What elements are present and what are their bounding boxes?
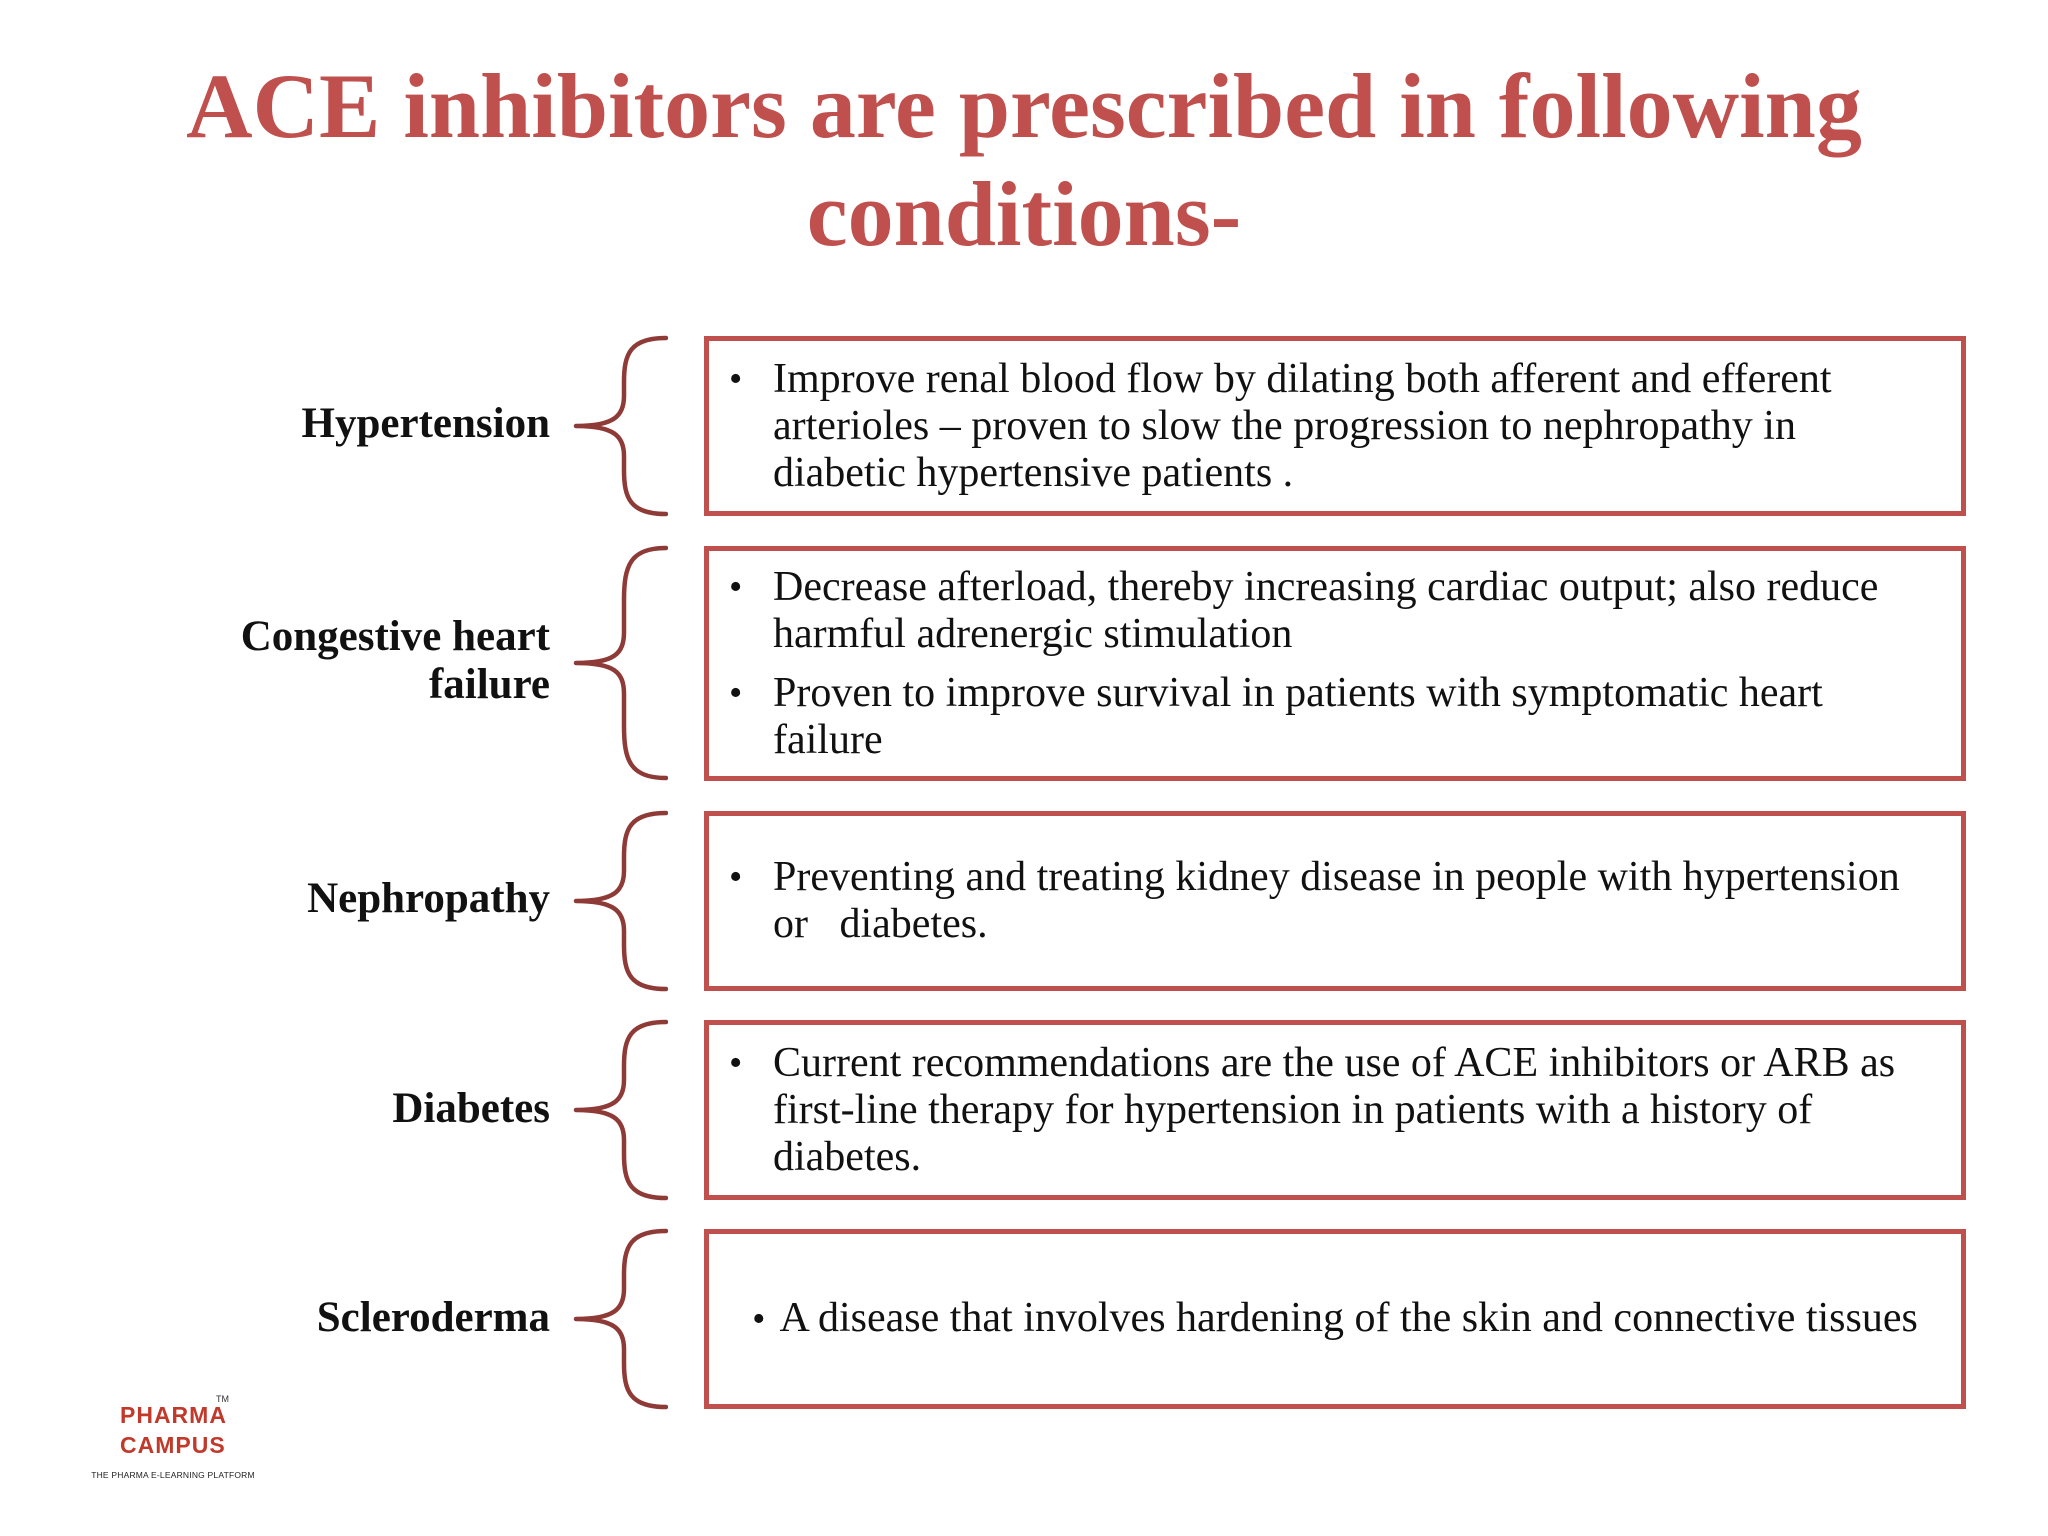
bullet-item (723, 564, 1937, 658)
bullet-text: Improve renal blood flow by dilating both afferent and efferent arterioles – proven to slow the progression to nephropathy in diabetic hypertensive patients . (773, 355, 1832, 496)
bullet-item (723, 1040, 1937, 1181)
bullet-text: A disease that involves hardening of the skin and connective tissues (779, 1295, 1918, 1341)
bullet-icon: • (752, 1298, 766, 1340)
curly-brace-icon (572, 544, 668, 782)
description-box-hypertension (704, 336, 1966, 516)
bullet-text: Decrease afterload, thereby increasing cardiac output; also reduce harmful adrenergic stimulation (773, 563, 1879, 657)
bullet-icon: • (729, 1041, 743, 1084)
condition-label-nephropathy: Nephropathy (307, 875, 550, 922)
bullet-item (723, 854, 1937, 948)
bullet-text: Proven to improve survival in patients with symptomatic heart failure (773, 669, 1823, 763)
description-box-nephropathy (704, 811, 1966, 991)
bullet-icon: • (729, 565, 743, 608)
bullet-item (723, 356, 1937, 497)
description-box-congestive-heart-failure (704, 546, 1966, 781)
curly-brace-icon (572, 1227, 668, 1411)
curly-brace-icon (572, 334, 668, 518)
bullet-list (723, 1040, 1937, 1181)
description-box-diabetes (704, 1020, 1966, 1200)
condition-label-scleroderma: Scleroderma (316, 1294, 550, 1341)
bullet-list (749, 1295, 1921, 1343)
bullet-icon: • (729, 856, 743, 898)
condition-label-diabetes: Diabetes (392, 1085, 550, 1132)
condition-label-congestive-heart-failure: Congestive heart failure (240, 613, 550, 708)
bullet-list (723, 854, 1937, 948)
description-box-scleroderma (704, 1229, 1966, 1409)
bullet-text: Current recommendations are the use of ACE inhibitors or ARB as first-line therapy for hypertension in patients with a history of diabetes. (773, 1039, 1896, 1180)
curly-brace-icon (572, 1018, 668, 1202)
slide-title: ACE inhibitors are prescribed in following conditions- (186, 55, 1862, 265)
bullet-icon: • (729, 357, 743, 400)
bullet-icon: • (729, 671, 743, 714)
bullet-item (749, 1295, 1921, 1343)
logo-line-1: PHARMA (120, 1402, 227, 1428)
bullet-text: Preventing and treating kidney disease in people with hypertension or diabetes. (773, 854, 1911, 947)
curly-brace-icon (572, 809, 668, 993)
bullet-list (723, 564, 1937, 764)
bullet-item (723, 670, 1937, 764)
condition-label-hypertension: Hypertension (301, 400, 550, 447)
logo-trademark: TM (216, 1394, 229, 1404)
pharma-campus-logo (88, 1394, 258, 1490)
logo-line-2: CAMPUS (120, 1432, 226, 1458)
logo-tagline: THE PHARMA E-LEARNING PLATFORM (91, 1470, 255, 1480)
bullet-list (723, 356, 1937, 497)
